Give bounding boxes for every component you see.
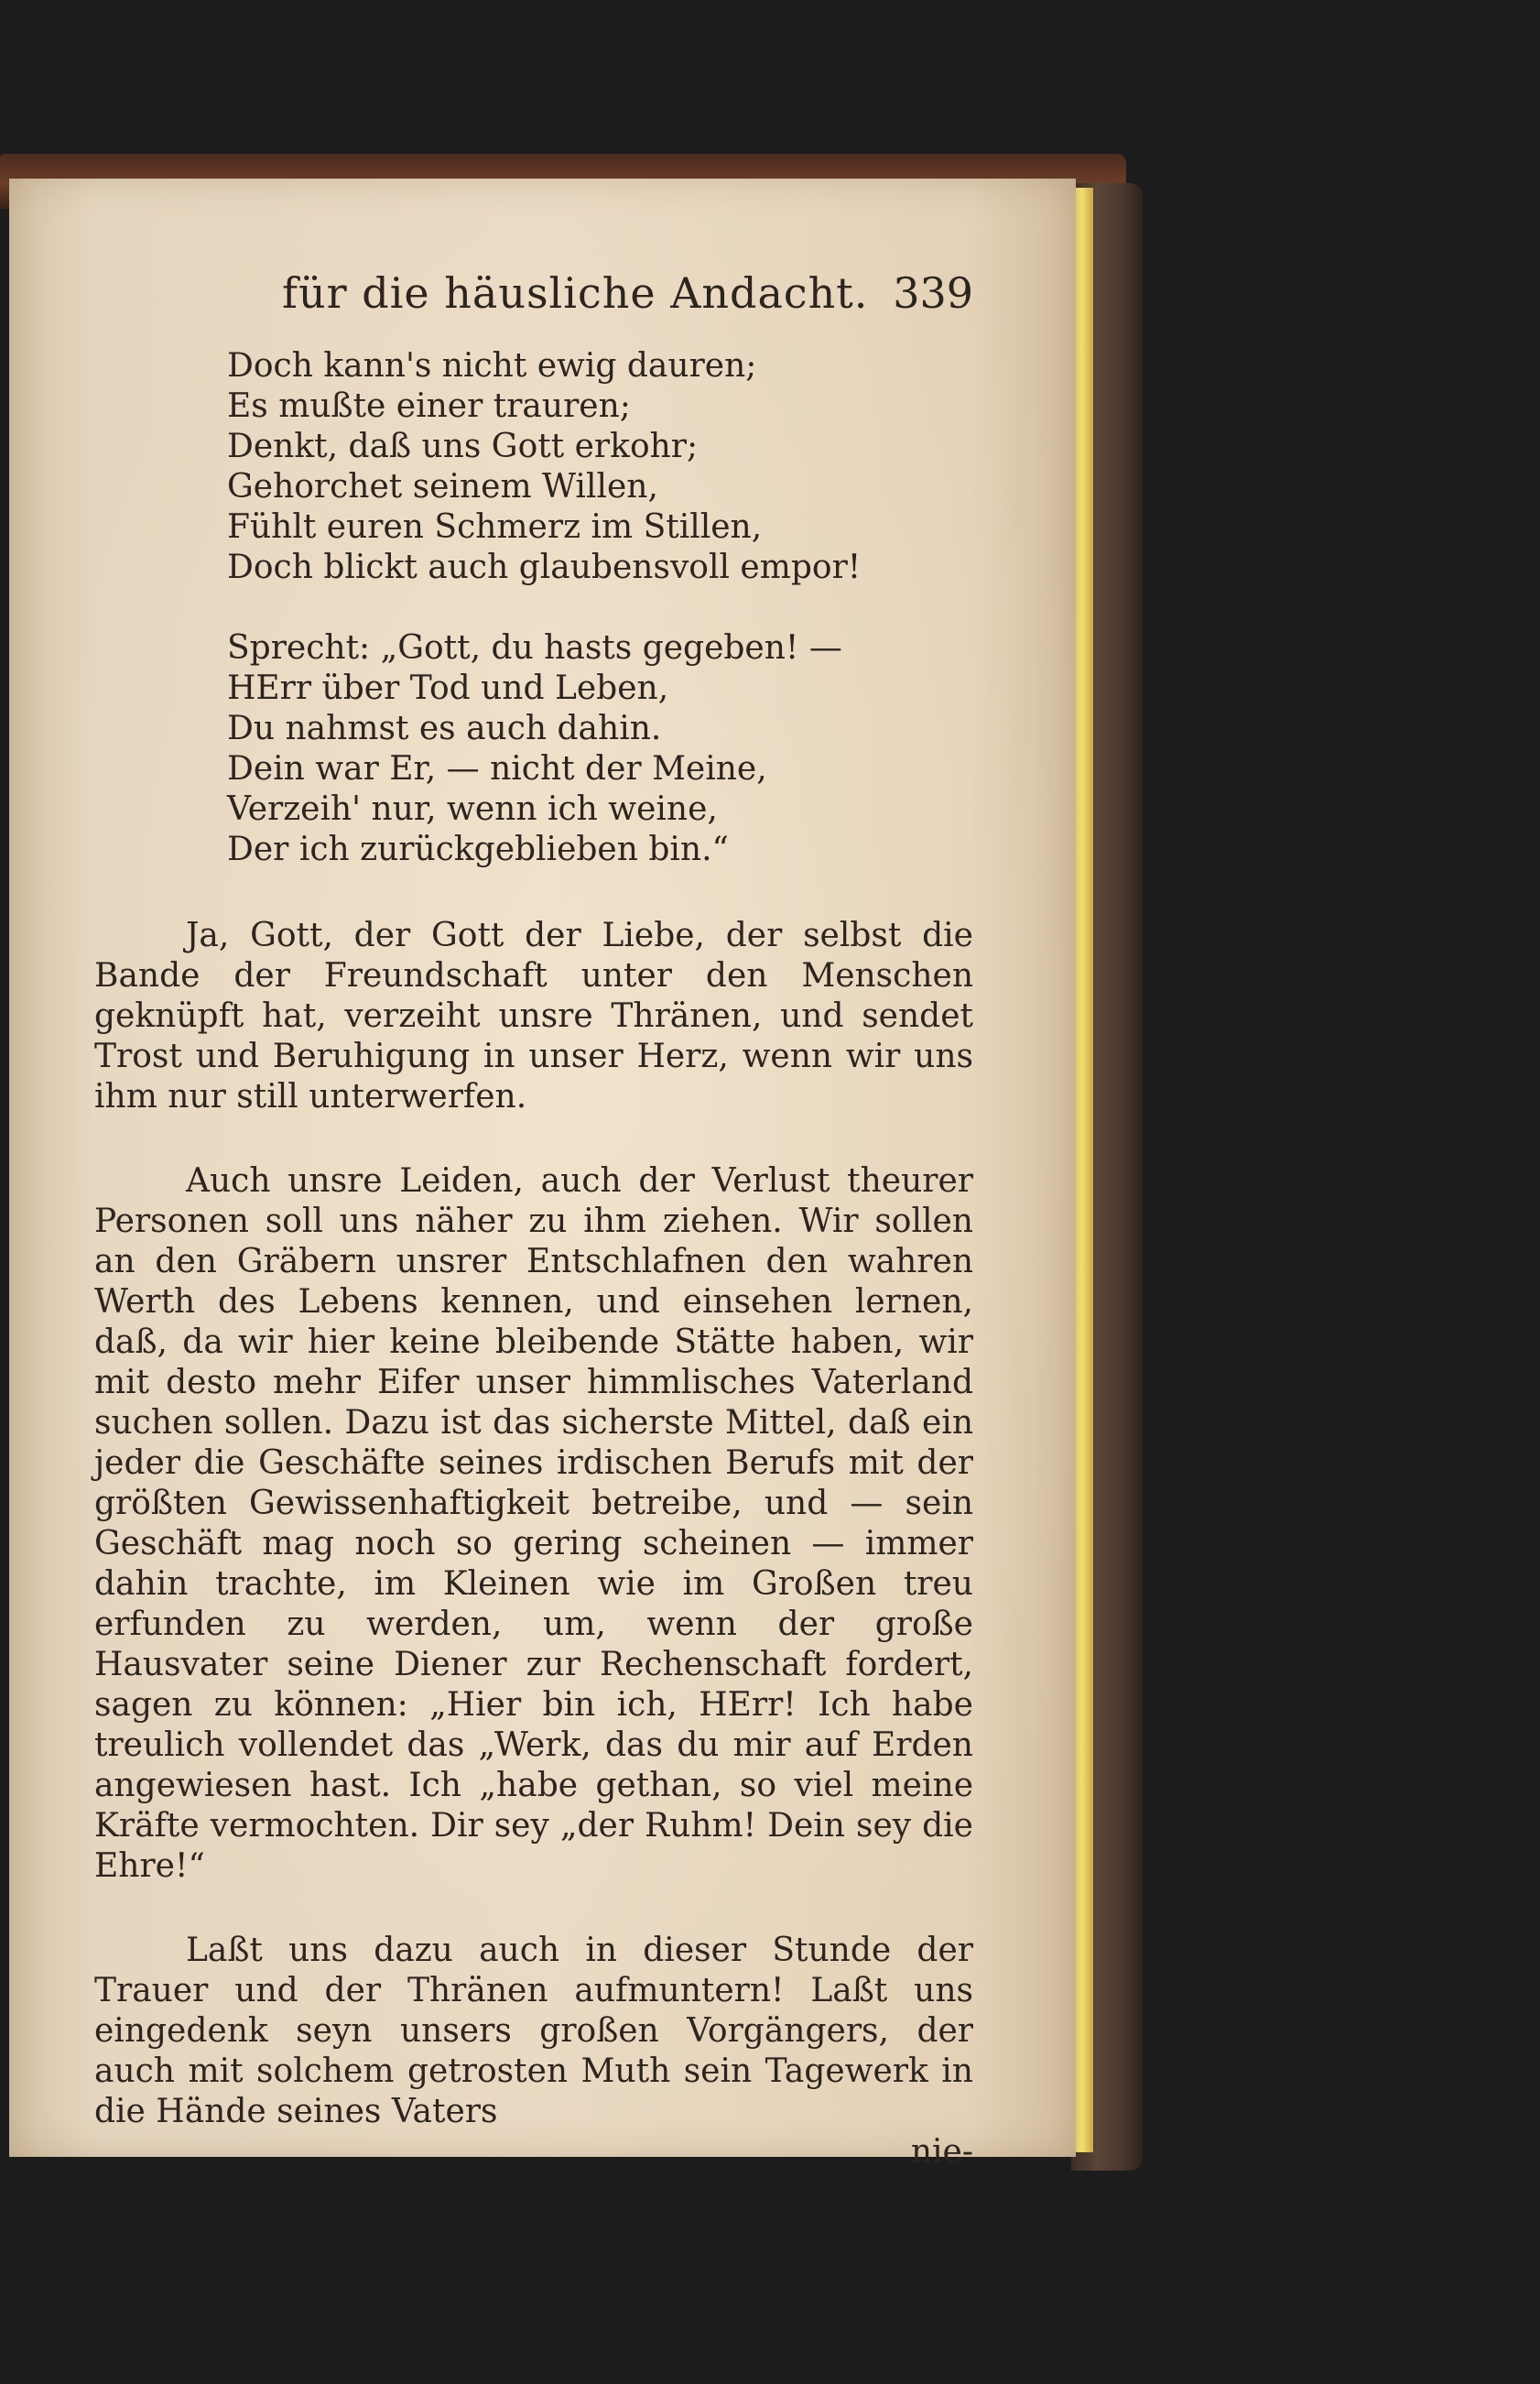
page-number: 339 <box>893 268 973 318</box>
verse-line: Fühlt euren Schmerz im Stillen, <box>227 508 763 546</box>
verse-line: Sprecht: „Gott, du hasts gegeben! — <box>227 629 842 667</box>
book-page <box>9 179 1076 2171</box>
verse-line: Verzeih' nur, wenn ich weine, <box>227 790 718 828</box>
running-head <box>94 256 973 330</box>
verse-line: Denkt, daß uns Gott erkohr; <box>227 428 699 465</box>
paragraph-1: Ja, Gott, der Gott der Liebe, der selbst die Bande der Freundschaft unter den Menschen geknüpft hat, verzeiht unsre Thränen, und sendet Trost und Beruhigung in unser Herz, wenn wir uns ihm nur still unterwerfen. <box>94 917 973 1116</box>
verse-line: Gehorchet seinem Willen, <box>227 468 658 506</box>
gilt-page-edge <box>1073 188 1093 2152</box>
paragraph-3: Laßt uns dazu auch in dieser Stunde der Trauer und der Thränen aufmuntern! Laßt uns eingedenk seyn unsers großen Vorgängers, der auch mit solchem getrosten Muth sein Tagewerk in die Hände seines Vaters <box>94 1932 973 2130</box>
verse-line: Du nahmst es auch dahin. <box>227 710 662 747</box>
page-text <box>94 256 973 2172</box>
verse-line: HErr über Tod und Leben, <box>227 669 669 707</box>
verse-line: Es mußte einer trauren; <box>227 387 631 425</box>
stanza-1 <box>94 346 973 588</box>
paragraph-2: Auch unsre Leiden, auch der Verlust theurer Personen soll uns näher zu ihm ziehen. Wir sollen an den Gräbern unsrer Entschlafnen den wahren Werth des Lebens kennen, und einsehen lernen, daß, da wir hier keine bleibende Stätte haben, wir mit desto mehr Eifer unser himmlisches Vaterland suchen sollen. Dazu ist das sicherste Mittel, daß ein jeder die Geschäfte seines irdischen Berufs mit der größten Gewissenhaftigkeit betreibe, und — sein Geschäft mag noch so gering scheinen — immer dahin trachte, im Kleinen wie im Großen treu erfunden zu werden, um, wenn der große Hausvater seine Diener zur Rechenschaft fordert, sagen zu können: „Hier bin ich, HErr! Ich habe treulich vollendet das „Werk, das du mir auf Erden angewiesen hast. Ich „habe gethan, so viel meine Kräfte vermochten. Dir sey „der Ruhm! Dein sey die Ehre!“ <box>94 1162 973 1885</box>
stanza-2 <box>94 628 973 870</box>
verse-line: Doch kann's nicht ewig dauren; <box>227 347 757 385</box>
verse-line: Doch blickt auch glaubensvoll empor! <box>227 549 862 586</box>
catchword: nie- <box>910 2133 973 2171</box>
verse-line: Dein war Er, — nicht der Meine, <box>227 750 767 788</box>
running-title: für die häusliche Andacht. <box>282 268 869 318</box>
verse-line: Der ich zurückgeblieben bin.“ <box>227 831 729 868</box>
